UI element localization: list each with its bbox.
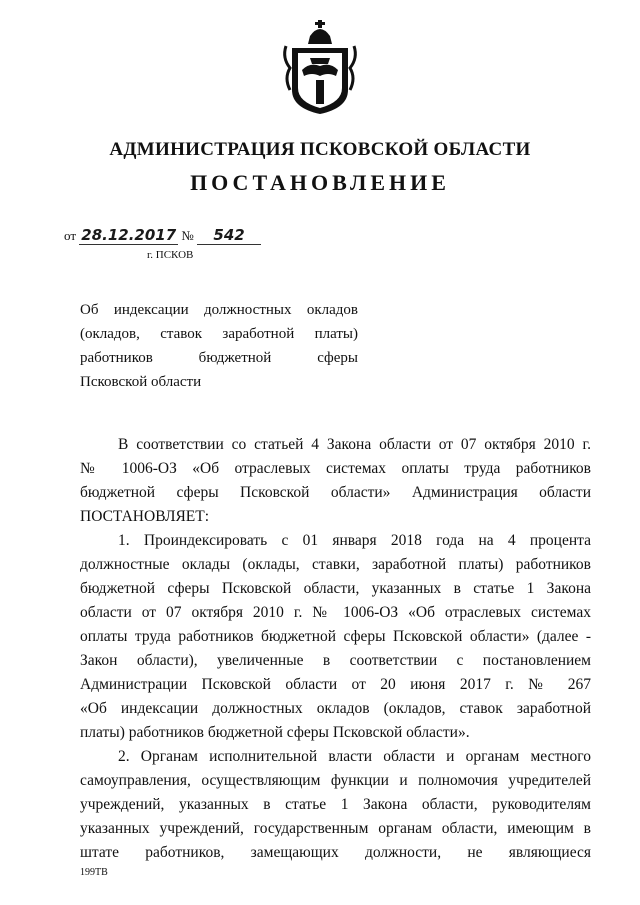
footer-code: 199ТВ — [80, 867, 108, 878]
document-type: ПОСТАНОВЛЕНИЕ — [190, 170, 450, 195]
text-line: должностные оклады (оклады, ставки, заработной платы) работников — [80, 556, 591, 573]
date-prefix: от — [64, 228, 77, 243]
document-subject — [80, 298, 358, 394]
text-line: самоуправления, осуществляющим функции и полномочия учредителей — [80, 772, 591, 789]
subject-line: Псковской области — [80, 374, 202, 390]
pskov-coat-of-arms-icon — [280, 18, 360, 118]
text-line: ПОСТАНОВЛЯЕТ: — [80, 508, 210, 525]
text-line: штате работников, замещающих должности, не являющиеся — [80, 844, 591, 861]
text-line: 2. Органам исполнительной власти области и органам местного — [118, 748, 591, 765]
text-line: бюджетной сферы Псковской области» Администрация области — [80, 484, 591, 501]
paragraph-preamble — [80, 433, 591, 529]
subject-line: (окладов, ставок заработной платы) — [80, 326, 358, 342]
date-number-line — [64, 226, 261, 245]
text-line: учреждений, указанных в статье 1 Закона области, руководителям — [80, 796, 591, 813]
document-body — [80, 433, 591, 865]
text-line: В соответствии со статьей 4 Закона области от 07 октября 2010 г. — [118, 436, 591, 453]
paragraph-item-2 — [80, 745, 591, 865]
text-line: Администрации Псковской области от 20 июня 2017 г. № 267 — [80, 676, 591, 693]
number-value: 542 — [197, 226, 261, 245]
city: г. ПСКОВ — [147, 249, 194, 261]
text-line: № 1006-ОЗ «Об отраслевых системах оплаты труда работников — [80, 460, 591, 477]
date-value: 28.12.2017 — [81, 226, 177, 244]
organization-name: АДМИНИСТРАЦИЯ ПСКОВСКОЙ ОБЛАСТИ — [109, 139, 531, 160]
subject-line: Об индексации должностных окладов — [80, 302, 358, 318]
text-line: платы) работников бюджетной сферы Псковской области». — [80, 724, 470, 741]
number-prefix: № — [181, 228, 194, 243]
paragraph-item-1 — [80, 529, 591, 745]
text-line: указанных учреждений, государственным органам области, имеющим в — [80, 820, 591, 837]
text-line: «Об индексации должностных окладов (окладов, ставок заработной — [80, 700, 591, 717]
text-line: оплаты труда работников бюджетной сферы Псковской области» (далее - — [80, 628, 591, 645]
text-line: бюджетной сферы Псковской области, указанных в статье 1 Закона — [80, 580, 591, 597]
text-line: области от 07 октября 2010 г. № 1006-ОЗ «Об отраслевых системах — [80, 604, 591, 621]
subject-line: работников бюджетной сферы — [80, 350, 358, 366]
text-line: Закон области), увеличенные в соответствии с постановлением — [80, 652, 591, 669]
text-line: 1. Проиндексировать с 01 января 2018 года на 4 процента — [118, 532, 591, 549]
